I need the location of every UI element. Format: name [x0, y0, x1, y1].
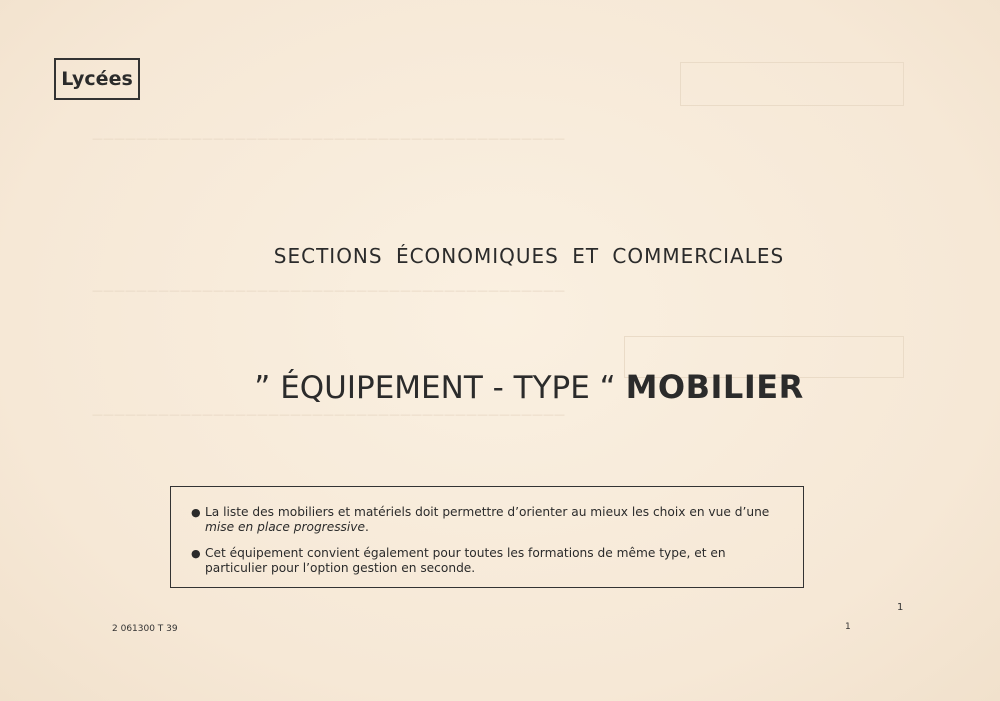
page-number-right: 1 [897, 602, 904, 613]
lycees-tag-label: Lycées [61, 68, 133, 90]
sections-heading: SECTIONS ÉCONOMIQUES ET COMMERCIALES [273, 244, 785, 268]
bullet-icon: ● [191, 506, 201, 519]
bullet-icon: ● [191, 547, 201, 560]
page-number-small: 1 [845, 622, 851, 632]
note-item [191, 546, 781, 576]
show-through-text: ——————————————————————————————————————————— [92, 284, 565, 297]
notes-box [170, 486, 804, 588]
note-text-emphasis: mise en place progressive [205, 520, 365, 534]
show-through-box [680, 62, 904, 106]
note-text-main: La liste des mobiliers et matériels doit permettre d’orienter au mieux les choix en vue d’une [205, 505, 770, 519]
note-text-suffix: . [365, 520, 369, 534]
page-title-prefix: ” ÉQUIPEMENT - TYPE “ [254, 370, 616, 406]
note-item [191, 505, 781, 535]
note-text-main: Cet équipement convient également pour toutes les formations de même type, et en particulier pour l’option gestion en seconde. [205, 546, 726, 575]
footer-reference: 2 061300 T 39 [112, 624, 178, 634]
page-title [0, 368, 1000, 406]
show-through-text: ——————————————————————————————————————————— [92, 132, 565, 145]
page-title-strong: MOBILIER [625, 368, 804, 406]
note-text [205, 505, 781, 535]
note-text [205, 546, 781, 576]
lycees-tag [54, 58, 140, 100]
show-through-text: ——————————————————————————————————————————— [92, 408, 565, 421]
